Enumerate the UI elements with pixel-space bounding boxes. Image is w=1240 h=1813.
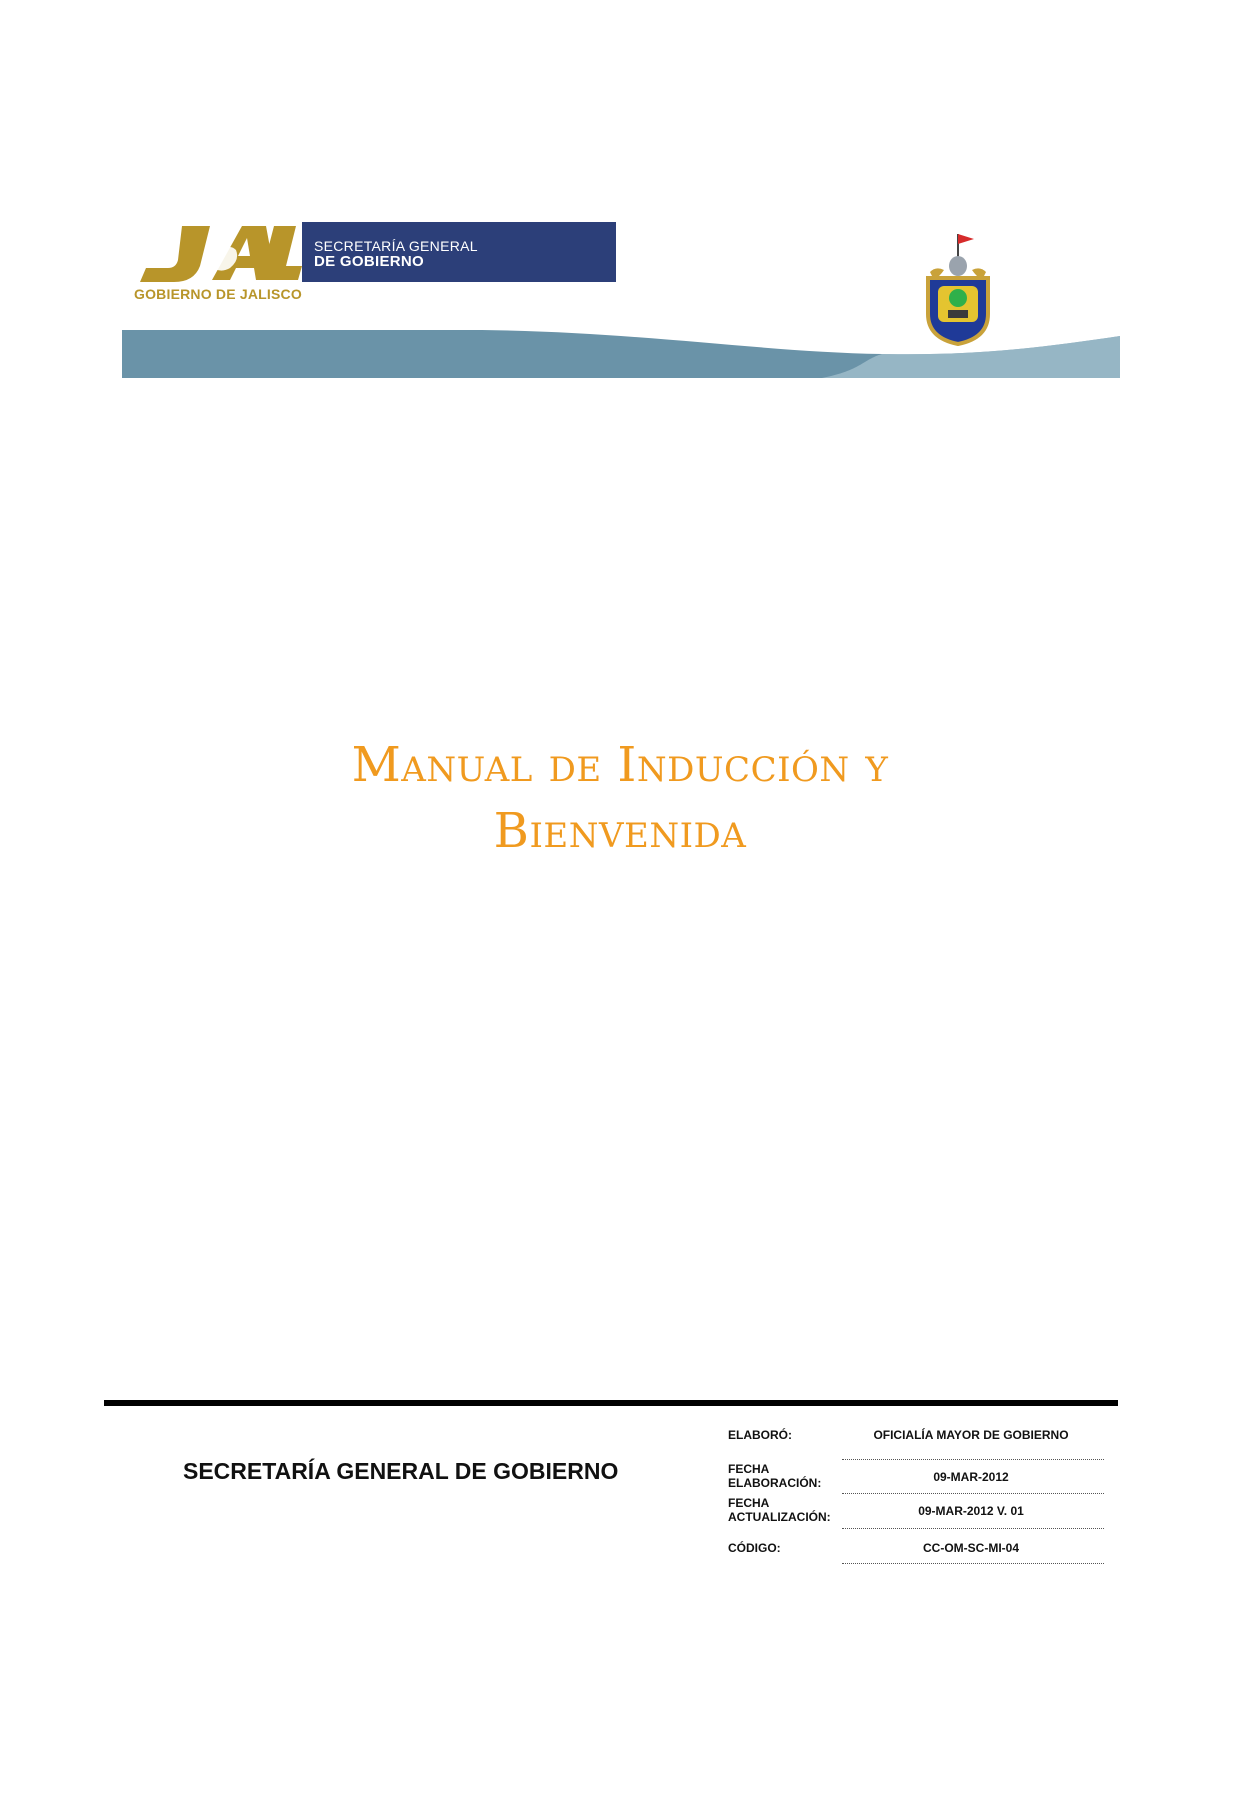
meta-row-fecha-actualizacion [728, 1496, 1104, 1528]
logo-caption: GOBIERNO DE JALISCO [134, 286, 302, 302]
meta-label: CÓDIGO: [728, 1541, 781, 1555]
meta-value: 09-MAR-2012 V. 01 [918, 1504, 1024, 1518]
document-title [0, 732, 1240, 864]
meta-value: 09-MAR-2012 [933, 1470, 1009, 1484]
meta-dotted-line [842, 1493, 1104, 1494]
jalisco-coat-of-arms-icon [918, 228, 998, 346]
meta-label: FECHA ELABORACIÓN: [728, 1462, 822, 1490]
meta-label: FECHA ACTUALIZACIÓN: [728, 1496, 831, 1524]
meta-row-elaboro [728, 1426, 1104, 1456]
header-wave-band [122, 330, 1120, 378]
meta-dotted-line [842, 1563, 1104, 1564]
meta-value: OFICIALÍA MAYOR DE GOBIERNO [873, 1428, 1069, 1442]
logo-text-line2: DE GOBIERNO [314, 253, 424, 270]
jal-logo-mark-icon [134, 222, 302, 284]
title-line-1: Manual de Inducción y [351, 737, 889, 793]
meta-dotted-line [842, 1459, 1104, 1460]
logo-text-panel [302, 222, 616, 282]
meta-label: ELABORÓ: [728, 1428, 792, 1442]
meta-row-codigo [728, 1539, 1104, 1569]
logo-text-line1: SECRETARÍA GENERAL [314, 238, 478, 254]
meta-value: CC-OM-SC-MI-04 [923, 1541, 1019, 1555]
meta-dotted-line [842, 1528, 1104, 1529]
jalisco-logo [134, 222, 484, 306]
meta-row-fecha-elaboracion [728, 1462, 1104, 1494]
footer-divider [104, 1400, 1118, 1406]
title-line-2: Bienvenida [493, 803, 747, 859]
organization-name: SECRETARÍA GENERAL DE GOBIERNO [183, 1458, 619, 1484]
